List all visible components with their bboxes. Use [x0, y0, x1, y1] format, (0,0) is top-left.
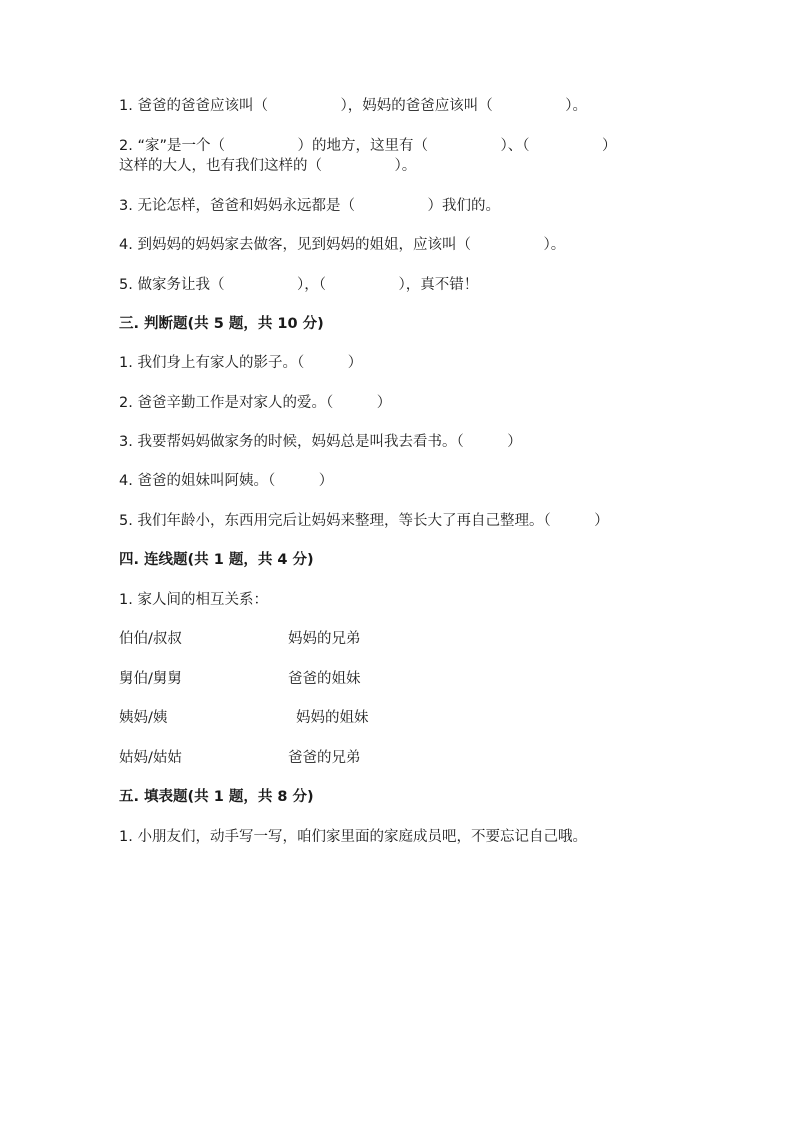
- judge-question-1: 1. 我们身上有家人的影子。（ ）: [119, 355, 363, 371]
- judge-question-5: 5. 我们年龄小，东西用完后让妈妈来整理，等长大了再自己整理。（ ）: [119, 513, 609, 529]
- section-4-heading: 四. 连线题(共 1 题，共 4 分): [119, 552, 314, 568]
- section-3-heading: 三. 判断题(共 5 题，共 10 分): [119, 316, 324, 332]
- match-left-item: 伯伯/叔叔: [119, 631, 182, 647]
- match-left-item: 舅伯/舅舅: [119, 671, 182, 687]
- judge-question-4: 4. 爸爸的姐妹叫阿姨。（ ）: [119, 473, 334, 489]
- fill-question-1: 1. 爸爸的爸爸应该叫（ ），妈妈的爸爸应该叫（ ）。: [119, 98, 587, 114]
- match-question: 1. 家人间的相互关系：: [119, 592, 268, 608]
- match-right-item: 妈妈的兄弟: [288, 631, 361, 647]
- fill-question-2: 2. “家”是一个（ ）的地方，这里有（ ）、（ ）: [119, 138, 617, 154]
- section-5-heading: 五. 填表题(共 1 题，共 8 分): [119, 789, 314, 805]
- match-right-item: 爸爸的姐妹: [288, 671, 361, 687]
- judge-question-2: 2. 爸爸辛勤工作是对家人的爱。（ ）: [119, 395, 392, 411]
- match-left-item: 姑妈/姑姑: [119, 750, 182, 766]
- match-left-item: 姨妈/姨: [119, 710, 168, 726]
- judge-question-3: 3. 我要帮妈妈做家务的时候，妈妈总是叫我去看书。（ ）: [119, 434, 522, 450]
- fill-question-4: 4. 到妈妈的妈妈家去做客，见到妈妈的姐姐，应该叫（ ）。: [119, 237, 566, 253]
- fill-question-3: 3. 无论怎样，爸爸和妈妈永远都是（ ）我们的。: [119, 198, 500, 214]
- match-right-item: 妈妈的姐妹: [296, 710, 369, 726]
- fill-question-2-continued: 这样的大人，也有我们这样的（ ）。: [119, 158, 417, 174]
- match-right-item: 爸爸的兄弟: [288, 750, 361, 766]
- table-fill-question: 1. 小朋友们，动手写一写，咱们家里面的家庭成员吧，不要忘记自己哦。: [119, 829, 587, 845]
- fill-question-5: 5. 做家务让我（ ），（ ），真不错！: [119, 277, 479, 293]
